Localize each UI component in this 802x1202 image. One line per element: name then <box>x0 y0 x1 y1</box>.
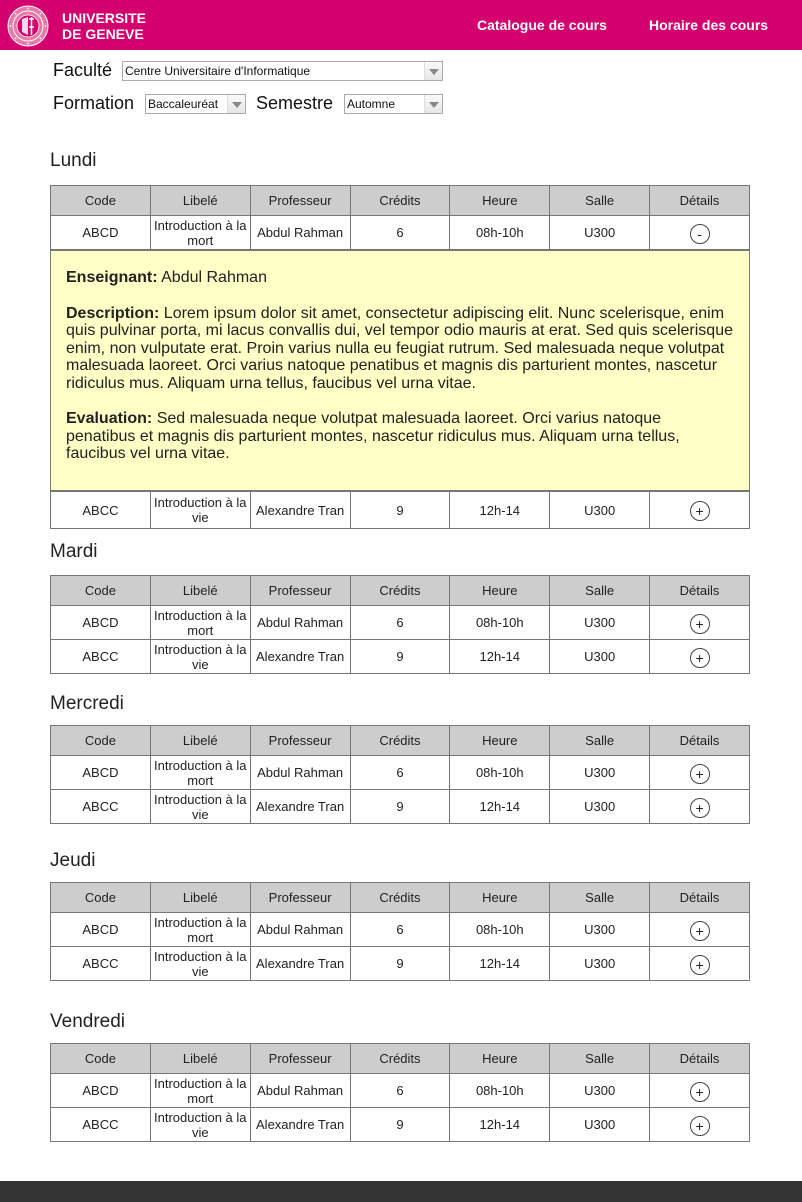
table-row <box>51 913 750 947</box>
semestre-select-value: Automne <box>347 97 396 111</box>
col-heure: Heure <box>450 186 550 216</box>
cell-libele: Introduction à la vie <box>150 640 250 674</box>
cell-heure: 12h-14 <box>450 1108 550 1142</box>
cell-professeur: Alexandre Tran <box>250 492 350 529</box>
cell-credits: 6 <box>350 756 450 790</box>
expand-details-button[interactable]: + <box>690 614 710 634</box>
university-name[interactable] <box>62 10 146 42</box>
schedule-table-mardi <box>50 575 750 674</box>
cell-details <box>650 1074 750 1108</box>
semestre-select[interactable] <box>344 94 443 114</box>
table-header-row <box>51 576 750 606</box>
cell-heure: 12h-14 <box>450 492 550 529</box>
col-details: Détails <box>650 726 750 756</box>
formation-select[interactable] <box>145 94 246 114</box>
cell-heure: 12h-14 <box>450 947 550 981</box>
day-heading-jeudi: Jeudi <box>50 850 96 871</box>
col-details: Détails <box>650 883 750 913</box>
col-salle: Salle <box>550 883 650 913</box>
col-libele: Libelé <box>150 186 250 216</box>
cell-salle: U300 <box>550 790 650 824</box>
enseignant-label: Enseignant: <box>66 269 158 286</box>
cell-credits: 9 <box>350 947 450 981</box>
col-details: Détails <box>650 576 750 606</box>
col-credits: Crédits <box>350 1044 450 1074</box>
page-footer <box>0 1181 802 1202</box>
formation-label: Formation <box>53 93 135 113</box>
cell-professeur: Abdul Rahman <box>250 756 350 790</box>
cell-credits: 6 <box>350 606 450 640</box>
cell-heure: 08h-10h <box>450 606 550 640</box>
cell-credits: 9 <box>350 1108 450 1142</box>
top-header <box>0 0 802 50</box>
cell-libele: Introduction à la mort <box>150 913 250 947</box>
cell-salle: U300 <box>550 492 650 529</box>
table-header-row <box>51 726 750 756</box>
cell-details <box>650 606 750 640</box>
cell-salle: U300 <box>550 947 650 981</box>
cell-professeur: Abdul Rahman <box>250 216 350 250</box>
cell-professeur: Abdul Rahman <box>250 606 350 640</box>
expand-details-button[interactable]: + <box>690 1082 710 1102</box>
faculte-select[interactable] <box>122 61 443 81</box>
col-libele: Libelé <box>150 576 250 606</box>
col-salle: Salle <box>550 576 650 606</box>
col-professeur: Professeur <box>250 883 350 913</box>
cell-salle: U300 <box>550 216 650 250</box>
col-libele: Libelé <box>150 1044 250 1074</box>
cell-credits: 6 <box>350 1074 450 1108</box>
chevron-down-icon[interactable] <box>424 62 442 80</box>
col-salle: Salle <box>550 726 650 756</box>
cell-details <box>650 913 750 947</box>
cell-heure: 12h-14 <box>450 640 550 674</box>
schedule-table-jeudi <box>50 882 750 981</box>
cell-professeur: Abdul Rahman <box>250 1074 350 1108</box>
details-description <box>66 305 734 393</box>
university-seal-icon[interactable] <box>7 5 49 47</box>
table-row <box>51 756 750 790</box>
day-heading-lundi: Lundi <box>50 150 97 171</box>
col-salle: Salle <box>550 1044 650 1074</box>
cell-credits: 9 <box>350 492 450 529</box>
evaluation-label: Evaluation: <box>66 410 153 427</box>
enseignant-value: Abdul Rahman <box>161 269 267 286</box>
table-row <box>51 1108 750 1142</box>
cell-libele: Introduction à la vie <box>150 790 250 824</box>
semestre-label: Semestre <box>256 93 334 113</box>
cell-details <box>650 790 750 824</box>
cell-code: ABCD <box>51 756 151 790</box>
faculte-select-value: Centre Universitaire d'Informatique <box>125 64 311 78</box>
cell-code: ABCD <box>51 606 151 640</box>
col-professeur: Professeur <box>250 726 350 756</box>
cell-libele: Introduction à la vie <box>150 1108 250 1142</box>
cell-professeur: Abdul Rahman <box>250 913 350 947</box>
university-name-line2: DE GENEVE <box>62 26 144 42</box>
formation-select-value: Baccaleuréat <box>148 97 219 111</box>
cell-details <box>650 947 750 981</box>
cell-details <box>650 1108 750 1142</box>
col-libele: Libelé <box>150 883 250 913</box>
chevron-down-icon[interactable] <box>424 95 442 113</box>
cell-heure: 12h-14 <box>450 790 550 824</box>
col-credits: Crédits <box>350 576 450 606</box>
cell-code: ABCC <box>51 947 151 981</box>
table-row <box>51 606 750 640</box>
cell-credits: 9 <box>350 790 450 824</box>
cell-libele: Introduction à la mort <box>150 216 250 250</box>
col-heure: Heure <box>450 883 550 913</box>
cell-credits: 9 <box>350 640 450 674</box>
table-row <box>51 947 750 981</box>
col-credits: Crédits <box>350 883 450 913</box>
table-row <box>51 216 750 250</box>
expand-details-button[interactable]: + <box>690 1116 710 1136</box>
cell-heure: 08h-10h <box>450 1074 550 1108</box>
col-credits: Crédits <box>350 186 450 216</box>
table-row <box>51 790 750 824</box>
cell-salle: U300 <box>550 606 650 640</box>
chevron-down-icon[interactable] <box>227 95 245 113</box>
cell-code: ABCC <box>51 790 151 824</box>
day-heading-mardi: Mardi <box>50 541 98 562</box>
cell-libele: Introduction à la mort <box>150 1074 250 1108</box>
expand-details-button[interactable]: + <box>690 798 710 818</box>
expand-details-button[interactable]: + <box>690 955 710 975</box>
schedule-table-lundi-continued <box>50 491 750 529</box>
col-code: Code <box>51 1044 151 1074</box>
cell-salle: U300 <box>550 756 650 790</box>
day-heading-vendredi: Vendredi <box>50 1011 126 1032</box>
cell-details <box>650 640 750 674</box>
faculte-label: Faculté <box>53 60 113 80</box>
collapse-details-button[interactable]: - <box>690 224 710 244</box>
cell-code: ABCC <box>51 492 151 529</box>
schedule-table-lundi <box>50 185 750 250</box>
cell-code: ABCC <box>51 1108 151 1142</box>
schedule-table-mercredi <box>50 725 750 824</box>
cell-heure: 08h-10h <box>450 913 550 947</box>
cell-professeur: Alexandre Tran <box>250 947 350 981</box>
col-code: Code <box>51 726 151 756</box>
cell-code: ABCD <box>51 913 151 947</box>
expand-details-button[interactable]: + <box>690 764 710 784</box>
cell-details <box>650 492 750 529</box>
col-salle: Salle <box>550 186 650 216</box>
cell-libele: Introduction à la mort <box>150 756 250 790</box>
cell-professeur: Alexandre Tran <box>250 640 350 674</box>
col-heure: Heure <box>450 726 550 756</box>
description-label: Description: <box>66 304 160 322</box>
expand-details-button[interactable]: + <box>690 648 710 668</box>
table-row <box>51 640 750 674</box>
col-credits: Crédits <box>350 726 450 756</box>
cell-code: ABCC <box>51 640 151 674</box>
details-evaluation <box>66 410 734 463</box>
cell-details <box>650 216 750 250</box>
day-heading-mercredi: Mercredi <box>50 693 124 714</box>
cell-libele: Introduction à la vie <box>150 947 250 981</box>
evaluation-text: Sed malesuada neque volutpat malesuada laoreet. Orci varius natoque penatibus et magnis dis parturient montes, nascetur ridiculus mus. Aliquam urna tellus, faucibus vel urna vitae. <box>66 410 680 462</box>
col-libele: Libelé <box>150 726 250 756</box>
col-professeur: Professeur <box>250 1044 350 1074</box>
table-header-row <box>51 883 750 913</box>
cell-heure: 08h-10h <box>450 756 550 790</box>
nav-horaire-des-cours[interactable]: Horaire des cours <box>649 17 769 33</box>
table-header-row <box>51 1044 750 1074</box>
col-code: Code <box>51 576 151 606</box>
col-professeur: Professeur <box>250 186 350 216</box>
col-heure: Heure <box>450 576 550 606</box>
cell-salle: U300 <box>550 640 650 674</box>
cell-salle: U300 <box>550 1074 650 1108</box>
col-code: Code <box>51 883 151 913</box>
table-header-row <box>51 186 750 216</box>
expand-details-button[interactable]: + <box>690 921 710 941</box>
cell-professeur: Alexandre Tran <box>250 790 350 824</box>
schedule-table-vendredi <box>50 1043 750 1142</box>
cell-details <box>650 756 750 790</box>
cell-professeur: Alexandre Tran <box>250 1108 350 1142</box>
col-details: Détails <box>650 186 750 216</box>
description-text: Lorem ipsum dolor sit amet, consectetur adipiscing elit. Nunc scelerisque, enim quis pulvinar porta, mi lacus convallis dui, vel tempor odio mauris at erat. Sed quis scelerisque enim, non vulputate erat. Proin varius nulla eu feugiat rutrum. Sed malesuada neque volutpat malesuada laoreet. Orci varius natoque penatibus et magnis dis parturient montes, nascetur ridiculus mus. Aliquam urna tellus, faucibus vel urna vitae. <box>66 304 733 392</box>
col-professeur: Professeur <box>250 576 350 606</box>
col-heure: Heure <box>450 1044 550 1074</box>
expand-details-button[interactable]: + <box>690 501 710 521</box>
nav-catalogue-de-cours[interactable]: Catalogue de cours <box>477 17 607 33</box>
university-name-line1: UNIVERSITE <box>62 10 147 26</box>
cell-code: ABCD <box>51 1074 151 1108</box>
cell-heure: 08h-10h <box>450 216 550 250</box>
col-code: Code <box>51 186 151 216</box>
cell-credits: 6 <box>350 913 450 947</box>
cell-salle: U300 <box>550 1108 650 1142</box>
cell-salle: U300 <box>550 913 650 947</box>
table-row <box>51 492 750 529</box>
cell-credits: 6 <box>350 216 450 250</box>
course-details-panel <box>50 250 750 491</box>
cell-libele: Introduction à la vie <box>150 492 250 529</box>
details-enseignant <box>66 269 734 287</box>
cell-code: ABCD <box>51 216 151 250</box>
cell-libele: Introduction à la mort <box>150 606 250 640</box>
table-row <box>51 1074 750 1108</box>
col-details: Détails <box>650 1044 750 1074</box>
